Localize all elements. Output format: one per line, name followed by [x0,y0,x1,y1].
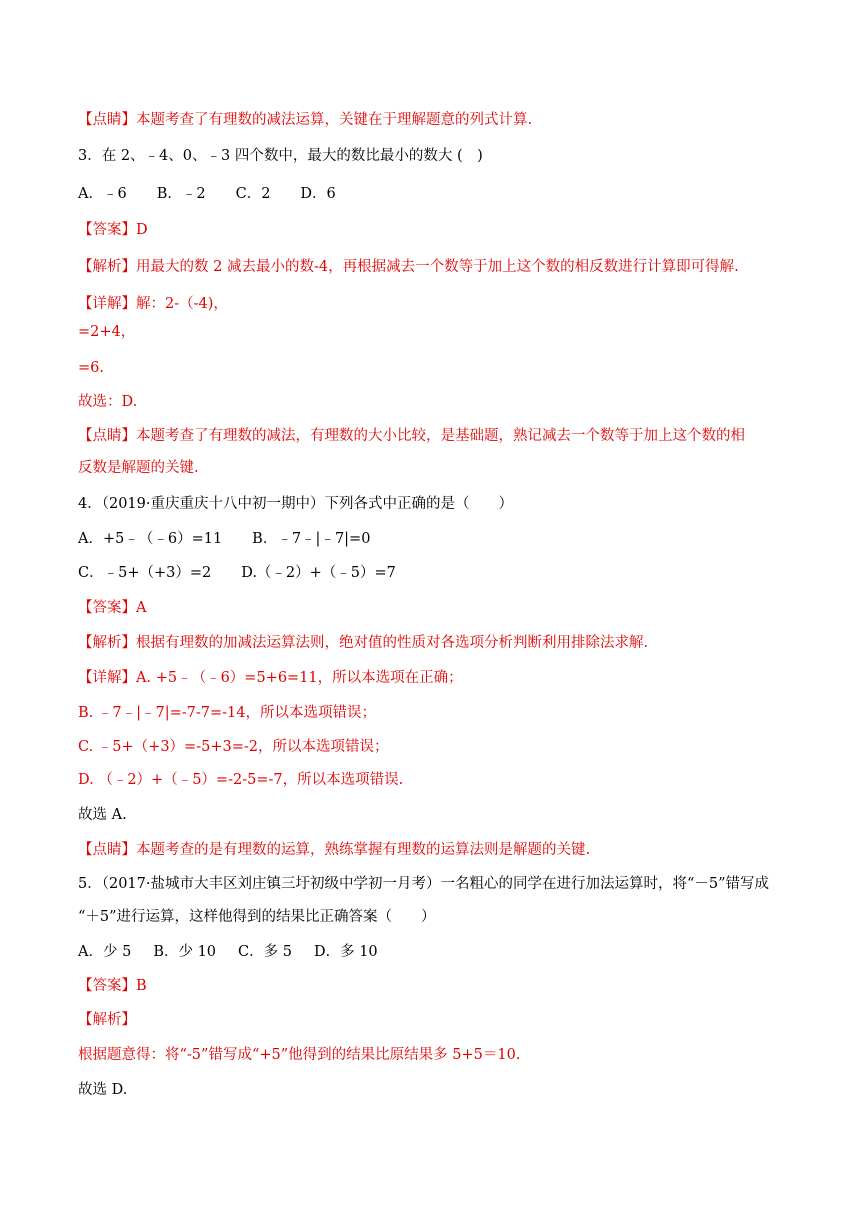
option-b: B．﹣7﹣|﹣7|=0 [252,531,371,547]
question-4-options-row-2 [78,563,800,583]
option-a: A．﹣6 [78,186,127,202]
tip-paragraph-q3-line-2: 反数是解题的关键. [78,460,199,476]
solution-q3: 【详解】解：2-（-4)， [78,296,228,312]
analysis-q5-heading: 【解析】 [78,1012,136,1028]
solution-q4-b: B. ﹣7﹣|﹣7|=-7-7=-14，所以本选项错误； [78,705,376,721]
option-a: A．少 5 [78,944,132,960]
solution-q3-step-2: =6. [78,360,104,376]
option-c: C．2 [235,186,271,202]
option-b: B．少 10 [153,944,217,960]
option-a: A．+5﹣（﹣6）=11 [78,531,223,547]
option-c: C．多 5 [238,944,292,960]
question-5-options [78,942,800,962]
question-3-options [78,184,800,204]
question-5-stem-line-2: “＋5”进行运算，这样他得到的结果比正确答案（ ） [78,909,436,925]
option-d: D．多 10 [313,944,378,960]
answer-q4: 【答案】A [78,600,147,616]
question-4-stem: 4．（2019·重庆重庆十八中初一期中）下列各式中正确的是（ ） [78,496,513,512]
solution-q4-c: C. ﹣5+（+3）=-5+3=-2，所以本选项错误； [78,739,389,755]
question-4-options-row-1 [78,529,800,549]
analysis-q3: 【解析】用最大的数 2 减去最小的数-4，再根据减去一个数等于加上这个数的相反数进行计算即可得解. [78,259,739,275]
tip-paragraph-q2: 【点睛】本题考查了有理数的减法运算，关键在于理解题意的列式计算. [78,112,533,128]
solution-q4-a: 【详解】A. +5﹣（﹣6）=5+6=11，所以本选项在正确； [78,670,463,686]
answer-q5: 【答案】B [78,978,147,994]
choice-q4: 故选 A. [78,807,127,823]
question-5-stem-line-1: 5．（2017·盐城市大丰区刘庄镇三圩初级中学初一月考）一名粗心的同学在进行加法运算时，将“－5”错写成 [78,876,770,892]
solution-q4-d: D. （﹣2）+（﹣5）=-2-5=-7，所以本选项错误. [78,772,404,788]
tip-paragraph-q4: 【点睛】本题考查的是有理数的运算，熟练掌握有理数的运算法则是解题的关键. [78,842,591,858]
answer-q3: 【答案】D [78,222,148,238]
analysis-q5-body: 根据题意得：将“-5”错写成“+5”他得到的结果比原结果多 5+5＝10. [78,1047,521,1063]
tip-paragraph-q3-line-1: 【点睛】本题考查了有理数的减法，有理数的大小比较，是基础题，熟记减去一个数等于加上这个数的相 [78,428,745,444]
solution-q3-step-1: =2+4， [78,324,136,340]
option-b: B．﹣2 [156,186,206,202]
choice-q3: 故选：D. [78,394,138,410]
question-3-stem: 3．在 2、﹣4、0、﹣3 四个数中，最大的数比最小的数大 ( ) [78,148,483,164]
analysis-q4: 【解析】根据有理数的加减法运算法则，绝对值的性质对各选项分析判断利用排除法求解. [78,635,649,651]
option-d: D.（﹣2）+（﹣5）=7 [241,565,396,581]
choice-q5: 故选 D. [78,1082,128,1098]
option-d: D．6 [300,186,336,202]
option-c: C．﹣5+（+3）=2 [78,565,212,581]
